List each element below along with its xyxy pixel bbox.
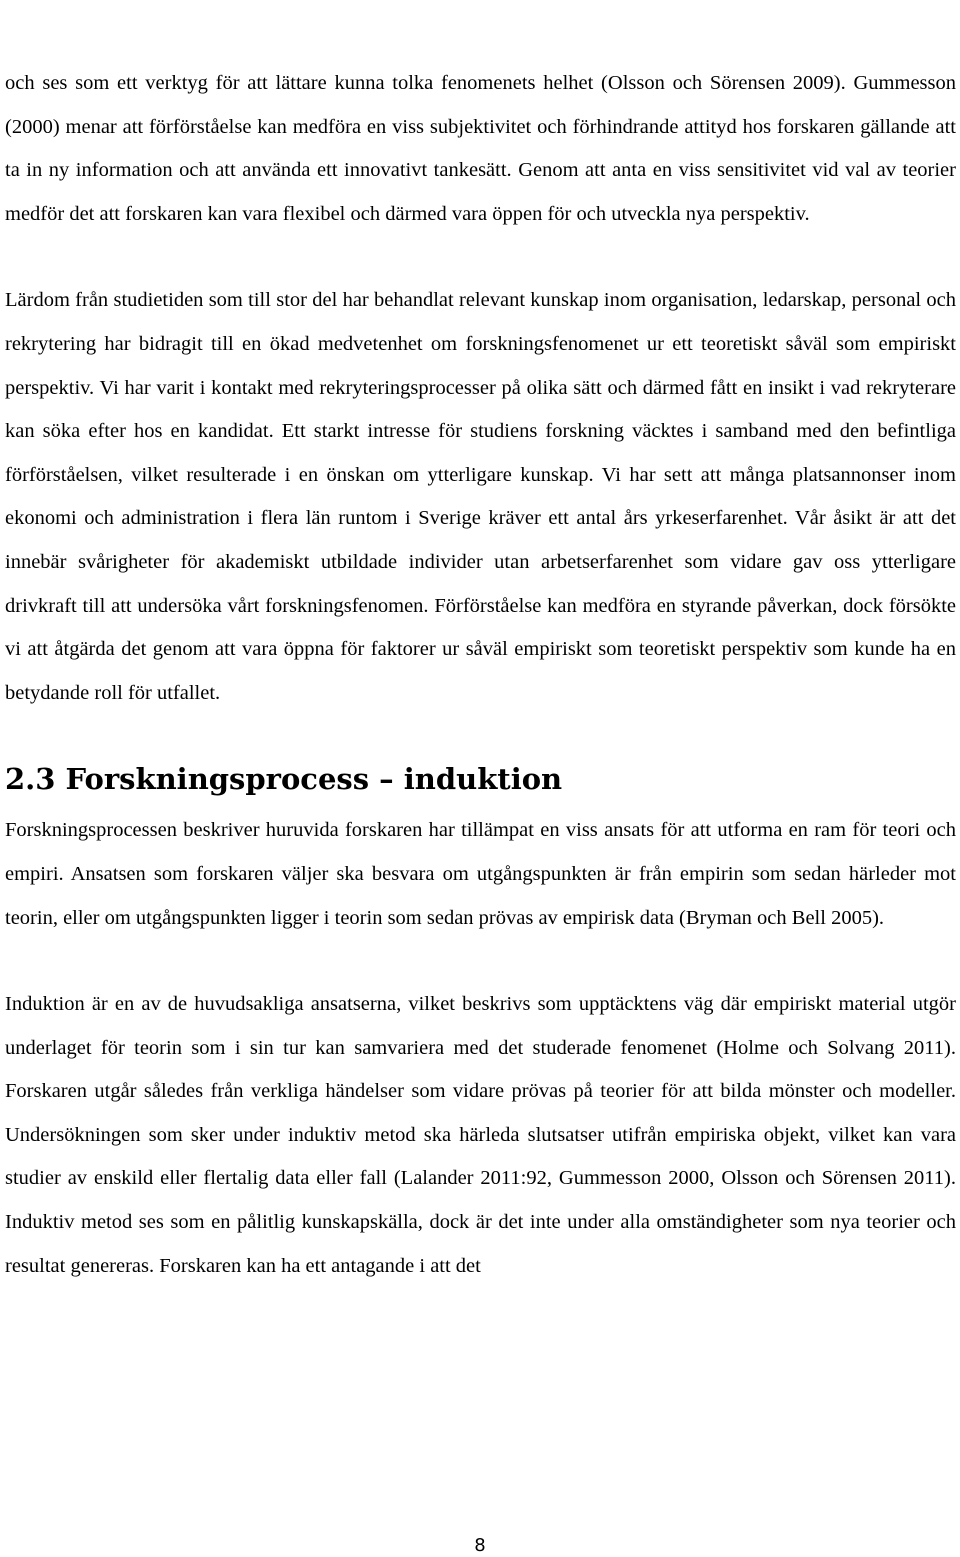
page-number: 8 bbox=[474, 1535, 486, 1556]
paragraph-study-background: Lärdom från studietiden som till stor del har behandlat relevant kunskap inom organisation, ledarskap, personal och rekrytering har bidragit till en ökad medvetenhet om forskningsfenomenet ur ett teoretiskt såväl som empiriskt perspektiv. Vi har varit i kontakt med rekryteringsprocesser på olika sätt och därmed fått en insikt i vad rekryterare kan söka efter hos en kandidat. Ett starkt intresse för studiens forskning väcktes i samband med den befintliga förförståelsen, vilket resulterade i en önskan om ytterligare kunskap. Vi har sett att många platsannonser inom ekonomi och administration i flera län runtom i Sverige kräver ett antal års yrkeserfarenhet. Vår åsikt är att det innebär svårigheter för akademiskt utbildade individer utan arbetserfarenhet som vidare gav oss ytterligare drivkraft till att undersöka vårt forskningsfenomen. Förförståelse kan medföra en styrande påverkan, dock försökte vi att åtgärda det genom att vara öppna för faktorer ur såväl empiriskt som teoretiskt perspektiv som kunde ha en betydande roll för utfallet. bbox=[5, 289, 956, 704]
paragraph-induction: Induktion är en av de huvudsakliga ansatserna, vilket beskrivs som upptäcktens väg där empiriskt material utgör underlaget för teorin som i sin tur kan samvariera med det studerade fenomenet (Holme och Solvang 2011). Forskaren utgår således från verkliga händelser som vidare prövas på teorier för att bilda mönster och modeller. Undersökningen som sker under induktiv metod ska härleda slutsatser utifrån empiriska objekt, vilket kan vara studier av enskild eller flertalig data eller fall (Lalander 2011:92, Gummesson 2000, Olsson och Sörensen 2011). Induktiv metod ses som en pålitlig kunskapskälla, dock är det inte under alla omständigheter som nya teorier och resultat genereras. Forskaren kan ha ett antagande i att det bbox=[5, 993, 956, 1277]
paragraph-preunderstanding-continuation: och ses som ett verktyg för att lättare kunna tolka fenomenets helhet (Olsson och Sörensen 2009). Gummesson (2000) menar att förförståelse kan medföra en viss subjektivitet och förhindrande attityd hos forskaren gällande att ta in ny information och att använda ett innovativt tankesätt. Genom att anta en viss sensitivitet vid val av teorier medför det att forskaren kan vara flexibel och därmed vara öppen för och utveckla nya perspektiv. bbox=[5, 72, 956, 225]
paragraph-research-process: Forskningsprocessen beskriver huruvida forskaren har tillämpat en viss ansats för att utforma en ram för teori och empiri. Ansatsen som forskaren väljer ska besvara om utgångspunkten är från empirin som sedan härleder mot teorin, eller om utgångspunkten ligger i teorin som sedan prövas av empirisk data (Bryman och Bell 2005). bbox=[5, 819, 956, 929]
section-heading: 2.3 Forskningsprocess – induktion bbox=[5, 762, 563, 797]
